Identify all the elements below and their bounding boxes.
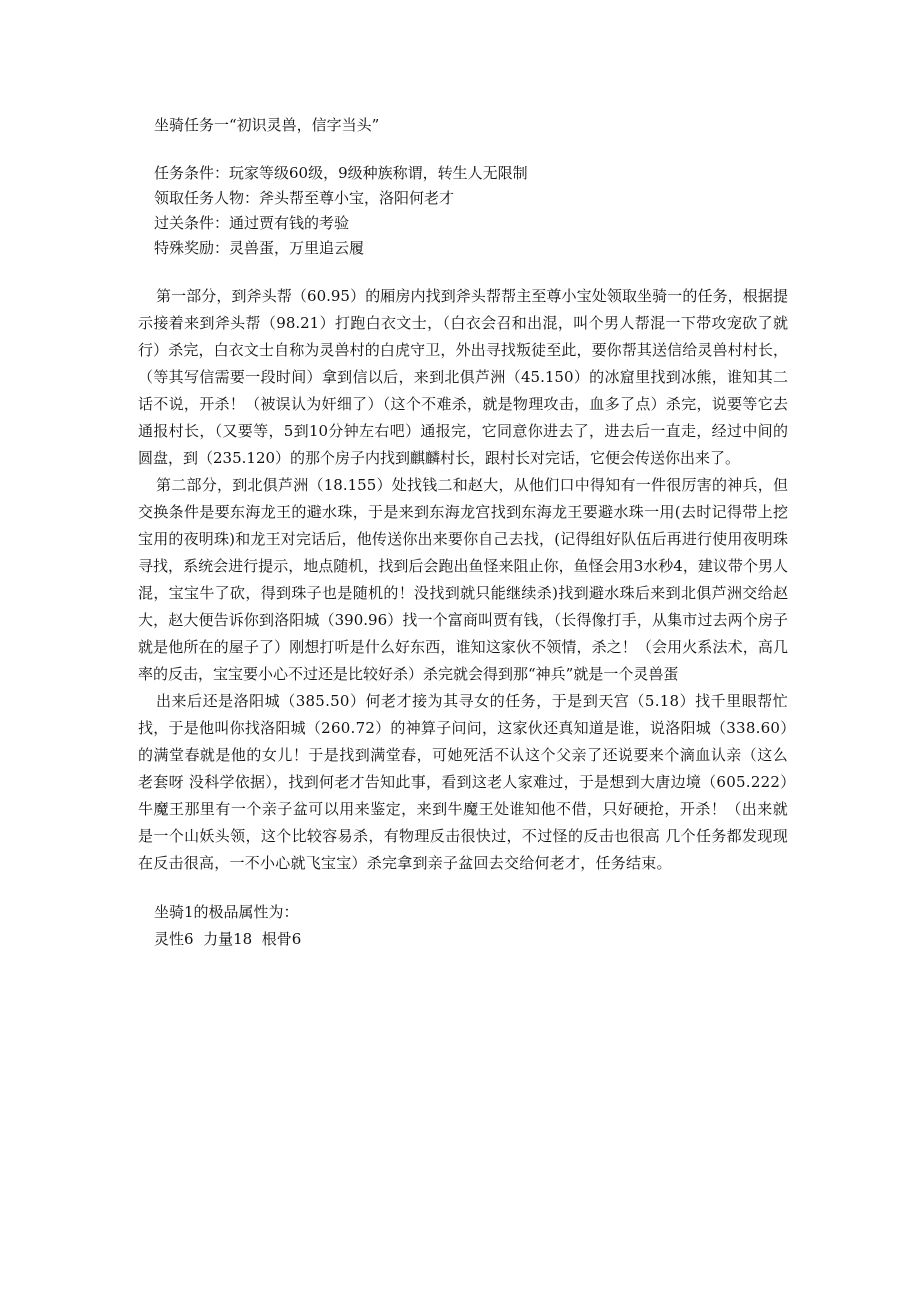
- paragraph-part-one: 第一部分，到斧头帮（60.95）的厢房内找到斧头帮帮主至尊小宝处领取坐骑一的任务，根据提示接着来到斧头帮（98.21）打跑白衣文士，（白衣会召和出混，叫个男人帮混一下带攻宠砍了就行）杀完，白衣文士自称为灵兽村的白虎守卫，外出寻找叛徒至此，要你帮其送信给灵兽村村长，（等其写信需要一段时间）拿到信以后，来到北俱芦洲（45.150）的冰窟里找到冰熊，谁知其二话不说，开杀！（被误认为奸细了）（这个不难杀，就是物理攻击，血多了点）杀完，说要等它去通报村长，（又要等，5到10分钟左右吧）通报完，它同意你进去了，进去后一直走，经过中间的圆盘，到（235.120）的那个房子内找到麒麟村长，跟村长对完话，它便会传送你出来了。: [138, 287, 788, 467]
- paragraph-part-three: 出来后还是洛阳城（385.50）何老才接为其寻女的任务，于是到天宫（5.18）找千里眼帮忙找，于是他叫你找洛阳城（260.72）的神算子问问，这家伙还真知道是谁，说洛阳城（338.60）的满堂春就是他的女儿！于是找到满堂春，可她死活不认这个父亲了还说要来个滴血认亲（这么老套呀 没科学依据），找到何老才告知此事，看到这老人家难过，于是想到大唐边境（605.222）牛魔王那里有一个亲子盆可以用来鉴定，来到牛魔王处谁知他不借，只好硬抢，开杀！（出来就是一个山妖头领，这个比较容易杀，有物理反击很快过，不过怪的反击也很高 几个任务都发现现在反击很高，一不小心就飞宝宝）杀完拿到亲子盆回去交给何老才，任务结束。: [138, 692, 788, 872]
- attributes-values: 灵性6 力量18 根骨6: [154, 930, 302, 948]
- condition-reward: 特殊奖励：灵兽蛋，万里追云履: [154, 239, 365, 257]
- condition-npc: 领取任务人物：斧头帮至尊小宝，洛阳何老才: [154, 189, 455, 207]
- paragraph-part-two: 第二部分，到北俱芦洲（18.155）处找钱二和赵大，从他们口中得知有一件很厉害的神兵，但交换条件是要东海龙王的避水珠，于是来到东海龙宫找到东海龙王要避水珠一用(去时记得带上挖宝用的夜明珠)和龙王对完话后，他传送你出来要你自己去找，(记得组好队伍后再进行使用夜明珠寻找，系统会进行提示，地点随机，找到后会跑出鱼怪来阻止你，鱼怪会用3水秒4，建议带个男人混，宝宝牛了砍，得到珠子也是随机的！没找到就只能继续杀)找到避水珠后来到北俱芦洲交给赵大，赵大便告诉你到洛阳城（390.96）找一个富商叫贾有钱，（长得像打手，从集市过去两个房子就是他所在的屋子了）刚想打听是什么好东西，谁知这家伙不领情，杀之！（会用火系法术，高几率的反击，宝宝要小心不过还是比较好杀）杀完就会得到那“神兵”就是一个灵兽蛋: [138, 476, 788, 683]
- document-page: [138, 114, 788, 955]
- document-title: 坐骑任务一“初识灵兽，信字当头”: [154, 116, 380, 134]
- attributes-section: [138, 901, 788, 950]
- condition-requirement: 任务条件：玩家等级60级，9级种族称谓，转生人无限制: [154, 164, 528, 182]
- task-conditions: [138, 162, 788, 259]
- condition-pass: 过关条件：通过贾有钱的考验: [154, 214, 350, 232]
- attributes-heading: 坐骑1的极品属性为：: [154, 903, 299, 921]
